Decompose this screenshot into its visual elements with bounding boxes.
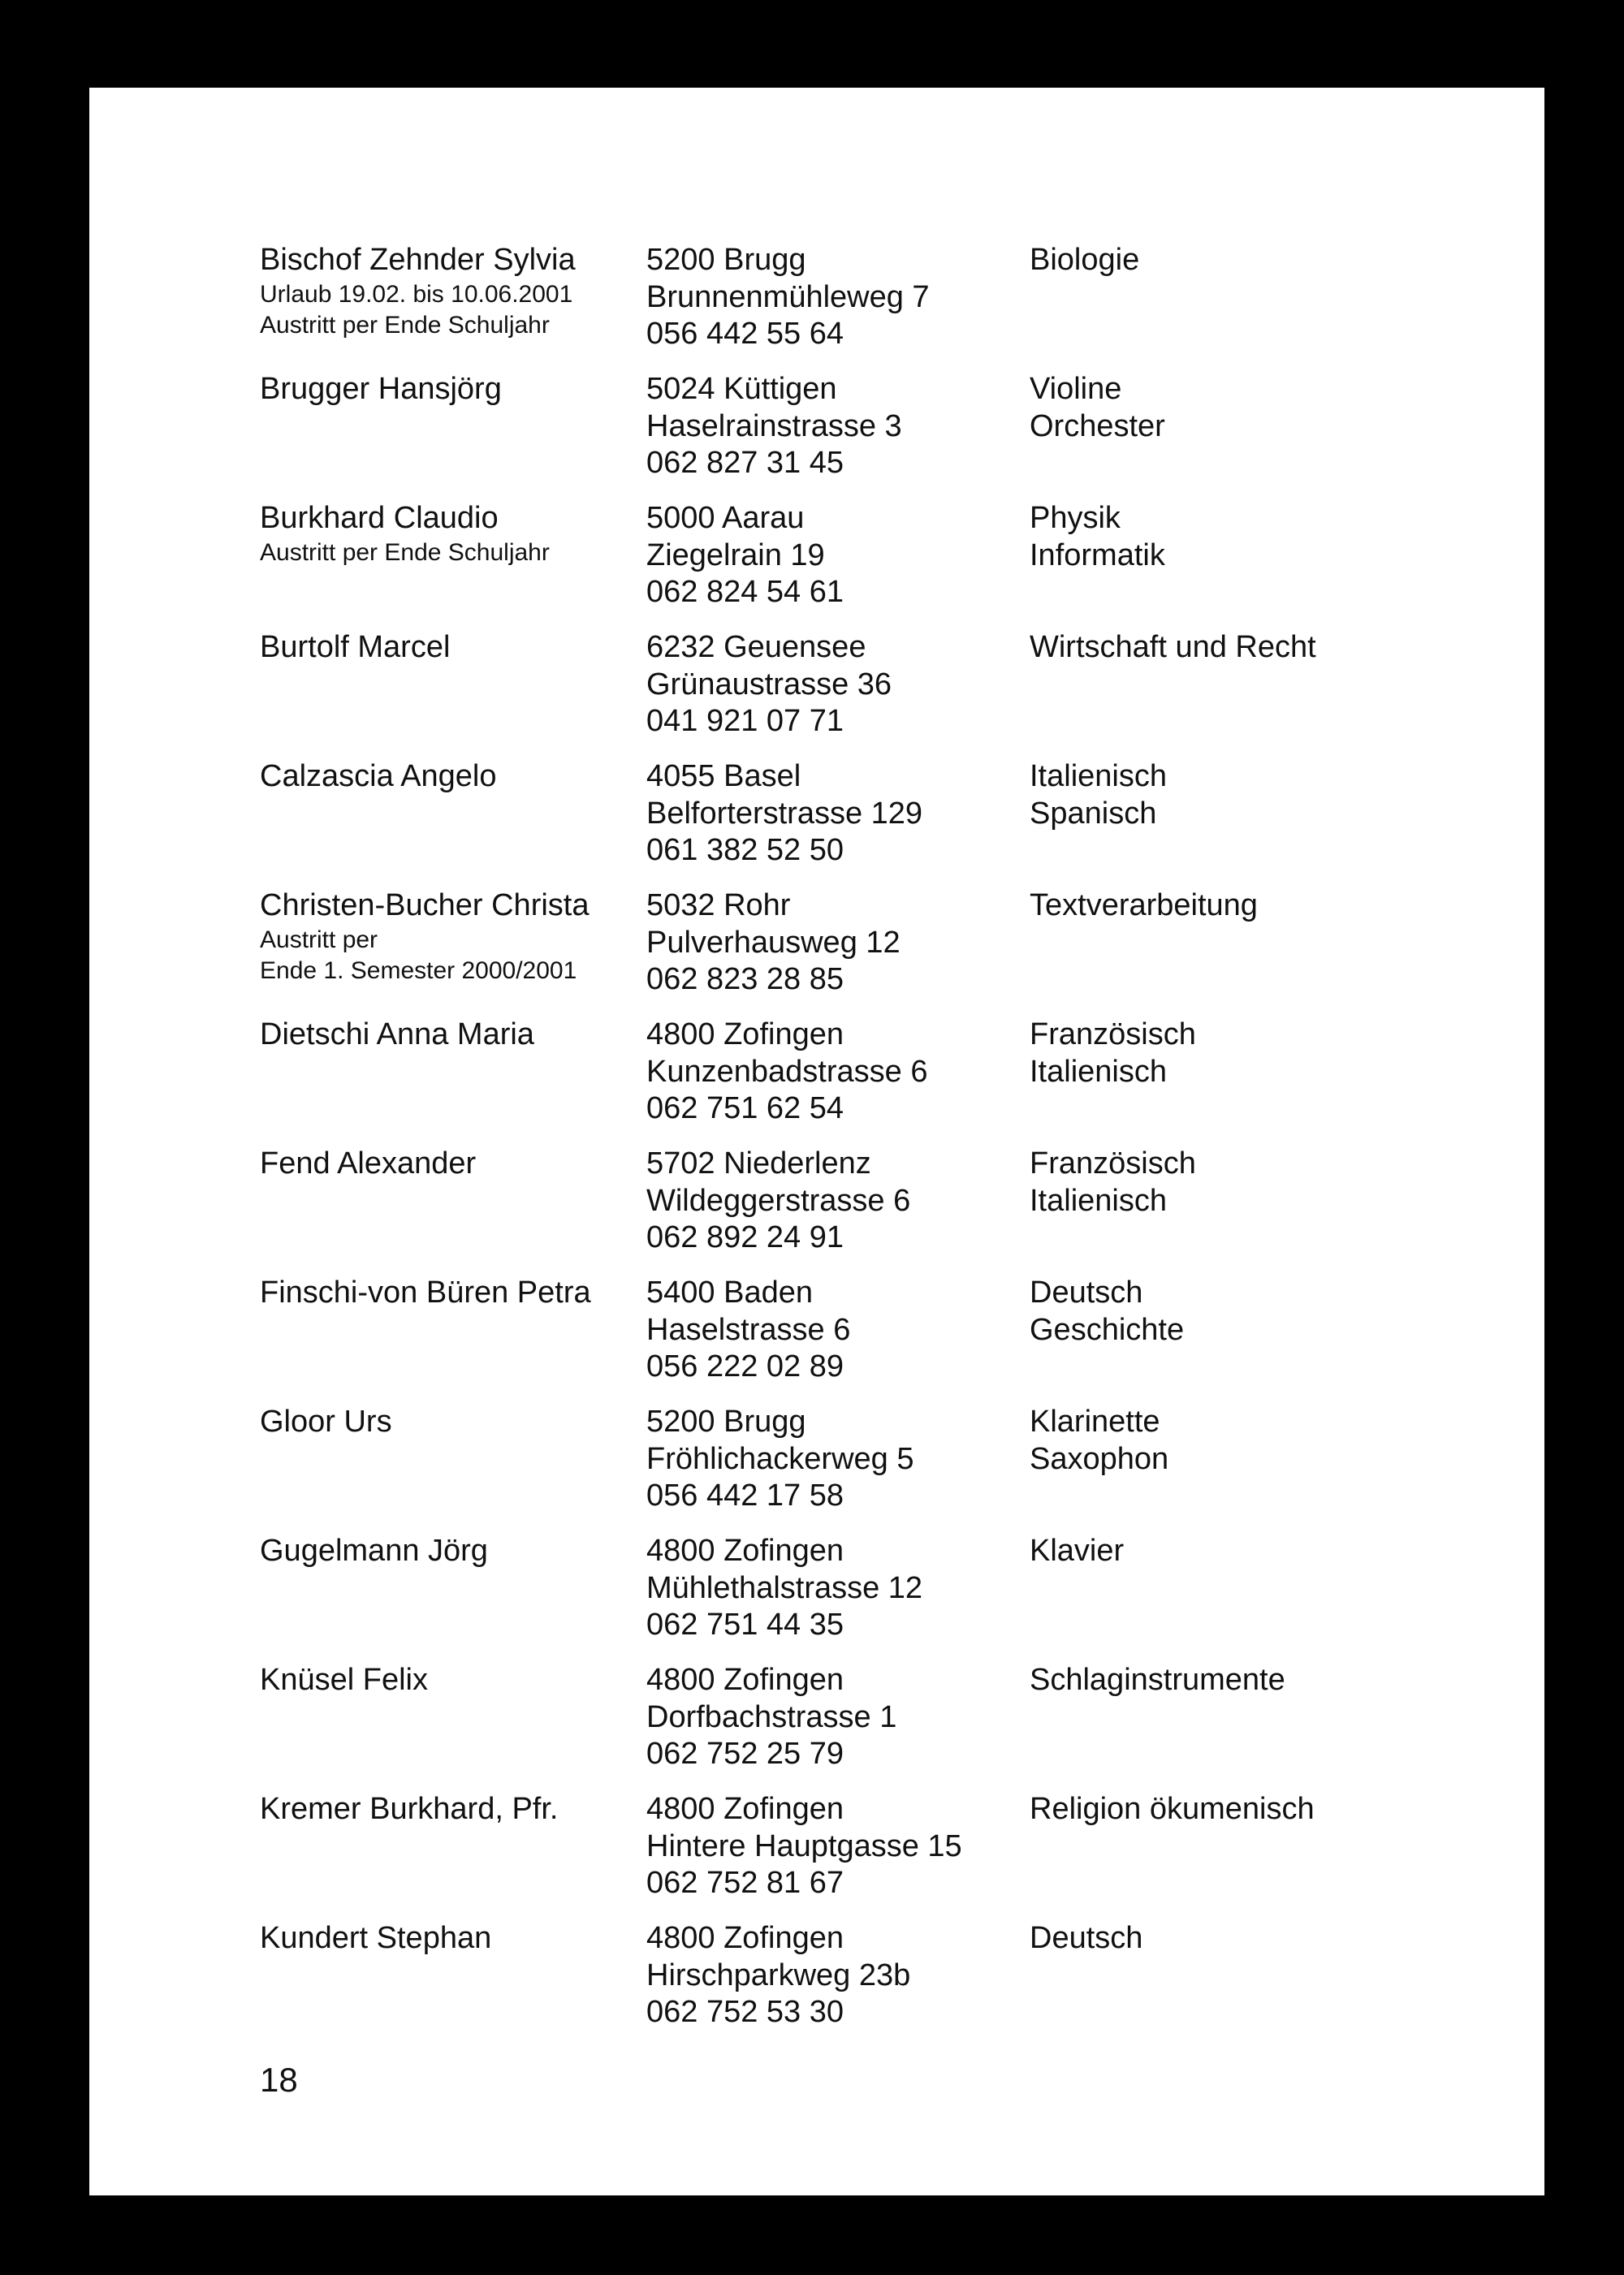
street-address: Haselstrasse 6 — [646, 1312, 851, 1347]
entry-note: Ende 1. Semester 2000/2001 — [260, 956, 577, 984]
street-address: Mühlethalstrasse 12 — [646, 1570, 923, 1605]
entry-address-column — [646, 629, 1030, 740]
directory-entry — [260, 242, 1494, 371]
entry-name-column — [260, 887, 646, 986]
teacher-name: Burtolf Marcel — [260, 630, 451, 664]
teacher-name: Kremer Burkhard, Pfr. — [260, 1792, 559, 1826]
postal-city: 5400 Baden — [646, 1276, 813, 1310]
subject: Deutsch — [1030, 1921, 1143, 1955]
subject: Klavier — [1030, 1534, 1125, 1568]
phone-number: 061 382 52 50 — [646, 833, 844, 867]
entry-address-column — [646, 1146, 1030, 1257]
street-address: Brunnenmühleweg 7 — [646, 279, 930, 314]
teacher-name: Kundert Stephan — [260, 1921, 492, 1955]
postal-city: 4800 Zofingen — [646, 1921, 844, 1955]
postal-city: 5032 Rohr — [646, 888, 791, 922]
entry-name-column — [260, 1920, 646, 1958]
directory-entry — [260, 1533, 1494, 1662]
teacher-name: Dietschi Anna Maria — [260, 1017, 534, 1051]
entry-address-column — [646, 758, 1030, 870]
entry-subject-column — [1030, 1662, 1484, 1699]
entry-name-column — [260, 1275, 646, 1312]
phone-number: 062 751 62 54 — [646, 1091, 844, 1125]
entry-subject-column — [1030, 1146, 1484, 1220]
entry-name-column — [260, 629, 646, 667]
phone-number: 062 752 53 30 — [646, 1995, 844, 2029]
postal-city: 5000 Aarau — [646, 501, 805, 535]
entry-subject-column — [1030, 758, 1484, 832]
postal-city: 4800 Zofingen — [646, 1534, 844, 1568]
subject: Orchester — [1030, 408, 1165, 443]
directory-entry — [260, 371, 1494, 500]
entry-subject-column — [1030, 500, 1484, 574]
teacher-name: Bischof Zehnder Sylvia — [260, 243, 576, 277]
entry-address-column — [646, 500, 1030, 611]
entry-note: Austritt per — [260, 926, 378, 953]
entry-address-column — [646, 1920, 1030, 2031]
entry-subject-column — [1030, 629, 1484, 667]
street-address: Dorfbachstrasse 1 — [646, 1699, 897, 1734]
entry-note: Austritt per Ende Schuljahr — [260, 311, 550, 339]
phone-number: 062 827 31 45 — [646, 446, 844, 480]
subject: Violine — [1030, 372, 1122, 406]
teacher-directory — [260, 242, 1494, 2049]
entry-address-column — [646, 1533, 1030, 1644]
teacher-name: Finschi-von Büren Petra — [260, 1276, 591, 1310]
teacher-name: Gugelmann Jörg — [260, 1534, 488, 1568]
phone-number: 041 921 07 71 — [646, 704, 844, 738]
teacher-name: Fend Alexander — [260, 1146, 477, 1181]
phone-number: 056 222 02 89 — [646, 1349, 844, 1384]
entry-address-column — [646, 1017, 1030, 1128]
entry-subject-column — [1030, 1791, 1484, 1828]
subject: Italienisch — [1030, 759, 1167, 793]
street-address: Kunzenbadstrasse 6 — [646, 1054, 928, 1089]
teacher-name: Brugger Hansjörg — [260, 372, 502, 406]
teacher-name: Gloor Urs — [260, 1405, 392, 1439]
entry-subject-column — [1030, 1533, 1484, 1570]
subject: Wirtschaft und Recht — [1030, 630, 1316, 664]
phone-number: 062 823 28 85 — [646, 962, 844, 996]
entry-address-column — [646, 1404, 1030, 1515]
subject: Italienisch — [1030, 1183, 1167, 1218]
entry-address-column — [646, 1791, 1030, 1902]
postal-city: 5702 Niederlenz — [646, 1146, 871, 1181]
directory-entry — [260, 629, 1494, 758]
subject: Italienisch — [1030, 1054, 1167, 1089]
subject: Französisch — [1030, 1146, 1196, 1181]
entry-name-column — [260, 1146, 646, 1183]
teacher-name: Calzascia Angelo — [260, 759, 497, 793]
teacher-name: Burkhard Claudio — [260, 501, 499, 535]
street-address: Grünaustrasse 36 — [646, 667, 892, 701]
entry-name-column — [260, 371, 646, 408]
entry-name-column — [260, 500, 646, 568]
street-address: Wildeggerstrasse 6 — [646, 1183, 911, 1218]
teacher-name: Knüsel Felix — [260, 1663, 428, 1697]
postal-city: 4800 Zofingen — [646, 1017, 844, 1051]
street-address: Belforterstrasse 129 — [646, 796, 923, 831]
street-address: Hirschparkweg 23b — [646, 1958, 911, 1992]
directory-entry — [260, 1920, 1494, 2049]
subject: Physik — [1030, 501, 1121, 535]
street-address: Fröhlichackerweg 5 — [646, 1441, 914, 1476]
phone-number: 062 892 24 91 — [646, 1220, 844, 1254]
entry-name-column — [260, 1017, 646, 1054]
entry-address-column — [646, 887, 1030, 999]
postal-city: 5024 Küttigen — [646, 372, 837, 406]
entry-note: Austritt per Ende Schuljahr — [260, 538, 550, 566]
subject: Biologie — [1030, 243, 1140, 277]
postal-city: 6232 Geuensee — [646, 630, 866, 664]
page-number: 18 — [260, 2061, 298, 2099]
teacher-name: Christen-Bucher Christa — [260, 888, 590, 922]
phone-number: 062 752 81 67 — [646, 1866, 844, 1900]
directory-entry — [260, 1404, 1494, 1533]
postal-city: 4055 Basel — [646, 759, 801, 793]
subject: Klarinette — [1030, 1405, 1160, 1439]
postal-city: 5200 Brugg — [646, 1405, 806, 1439]
subject: Spanisch — [1030, 796, 1157, 831]
directory-entry — [260, 758, 1494, 887]
subject: Religion ökumenisch — [1030, 1792, 1315, 1826]
phone-number: 056 442 17 58 — [646, 1479, 844, 1513]
directory-entry — [260, 1017, 1494, 1146]
phone-number: 056 442 55 64 — [646, 317, 844, 351]
entry-name-column — [260, 1404, 646, 1441]
entry-name-column — [260, 1533, 646, 1570]
street-address: Haselrainstrasse 3 — [646, 408, 902, 443]
subject: Textverarbeitung — [1030, 888, 1258, 922]
subject: Französisch — [1030, 1017, 1196, 1051]
street-address: Hintere Hauptgasse 15 — [646, 1828, 962, 1863]
phone-number: 062 824 54 61 — [646, 575, 844, 609]
entry-address-column — [646, 1662, 1030, 1773]
entry-subject-column — [1030, 887, 1484, 925]
directory-entry — [260, 1146, 1494, 1275]
directory-entry — [260, 1275, 1494, 1404]
directory-entry — [260, 1662, 1494, 1791]
street-address: Pulverhausweg 12 — [646, 925, 901, 960]
phone-number: 062 751 44 35 — [646, 1608, 844, 1642]
postal-city: 4800 Zofingen — [646, 1663, 844, 1697]
postal-city: 4800 Zofingen — [646, 1792, 844, 1826]
subject: Deutsch — [1030, 1276, 1143, 1310]
entry-name-column — [260, 758, 646, 796]
entry-address-column — [646, 371, 1030, 482]
entry-name-column — [260, 1662, 646, 1699]
phone-number: 062 752 25 79 — [646, 1737, 844, 1771]
entry-name-column — [260, 1791, 646, 1828]
entry-subject-column — [1030, 242, 1484, 279]
subject: Geschichte — [1030, 1312, 1185, 1347]
subject: Schlaginstrumente — [1030, 1663, 1285, 1697]
subject: Saxophon — [1030, 1441, 1169, 1476]
entry-subject-column — [1030, 1404, 1484, 1478]
entry-address-column — [646, 242, 1030, 353]
document-page — [89, 88, 1544, 2195]
entry-subject-column — [1030, 371, 1484, 445]
directory-entry — [260, 887, 1494, 1017]
directory-entry — [260, 500, 1494, 629]
street-address: Ziegelrain 19 — [646, 537, 825, 572]
directory-entry — [260, 1791, 1494, 1920]
subject: Informatik — [1030, 537, 1165, 572]
entry-subject-column — [1030, 1275, 1484, 1349]
entry-name-column — [260, 242, 646, 341]
entry-subject-column — [1030, 1017, 1484, 1090]
entry-note: Urlaub 19.02. bis 10.06.2001 — [260, 280, 573, 308]
postal-city: 5200 Brugg — [646, 243, 806, 277]
entry-subject-column — [1030, 1920, 1484, 1958]
entry-address-column — [646, 1275, 1030, 1386]
